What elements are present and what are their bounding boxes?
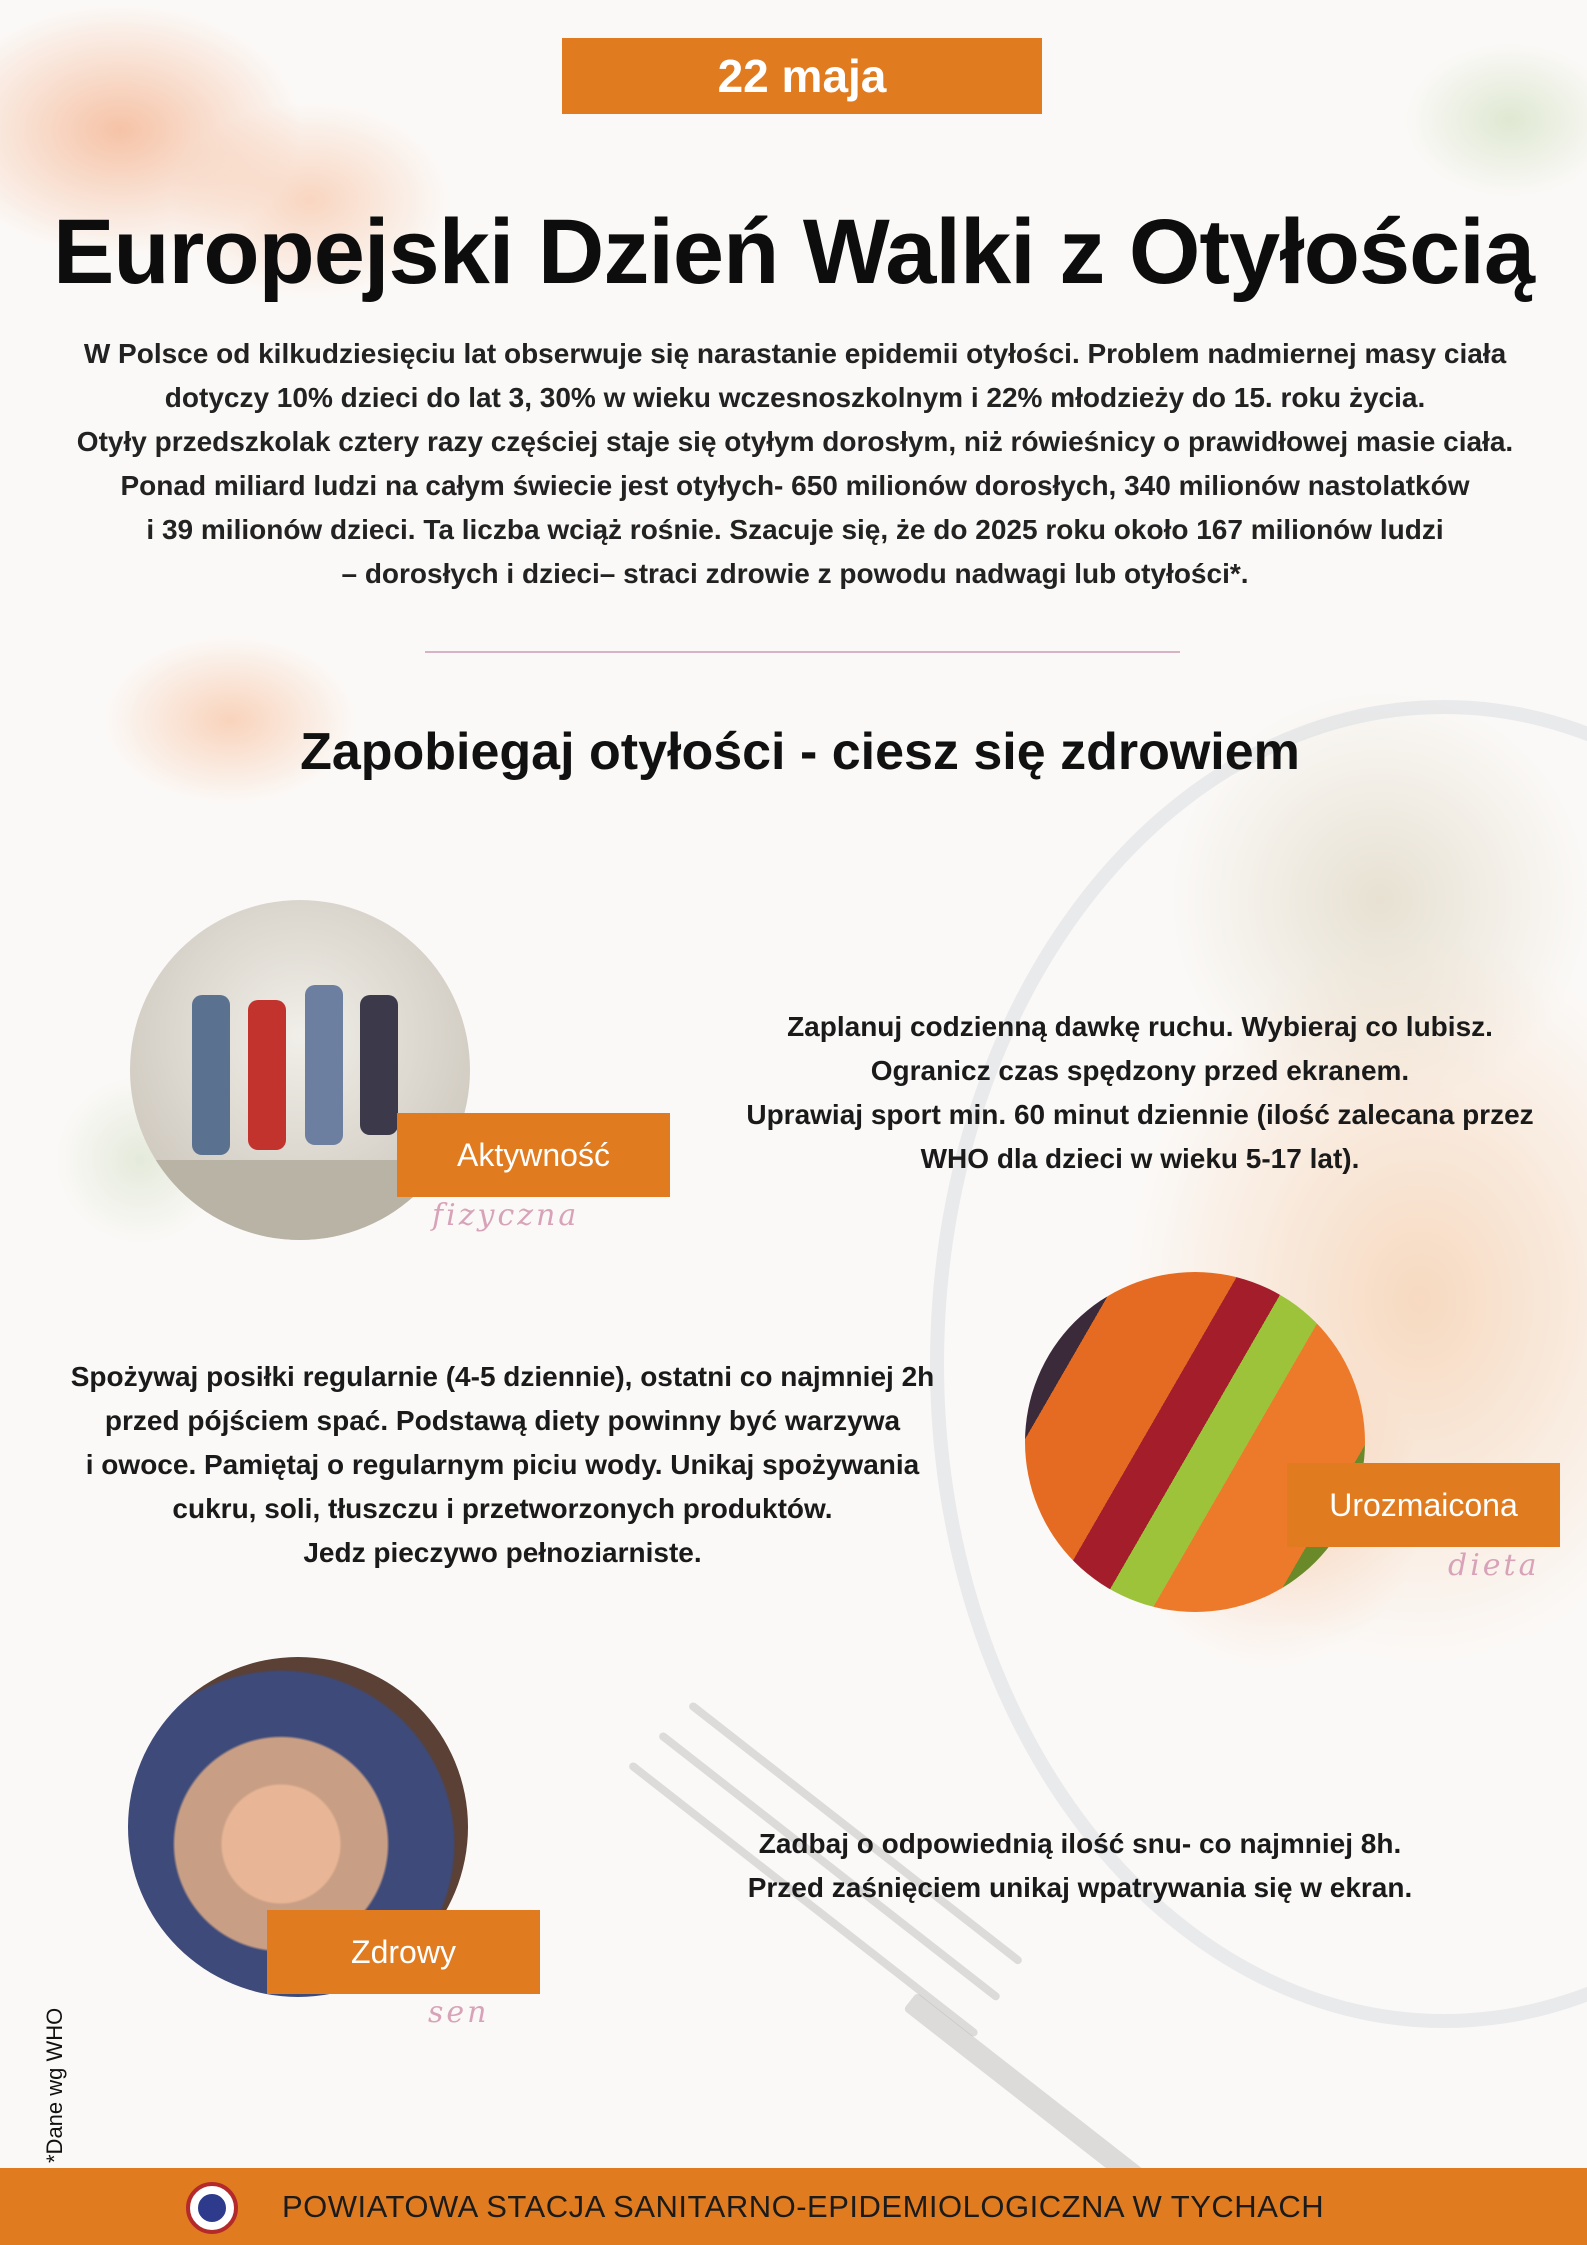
diet-label: Urozmaicona (1287, 1463, 1560, 1547)
activity-line: Zaplanuj codzienną dawkę ruchu. Wybieraj co lubisz. (787, 1011, 1493, 1042)
page-title: Europejski Dzień Walki z Otyłością (52, 201, 1535, 303)
diet-line: Jedz pieczywo pełnoziarniste. (303, 1537, 702, 1568)
sanepid-logo-icon (186, 2182, 238, 2234)
activity-label: Aktywność (397, 1113, 670, 1197)
diet-line: Spożywaj posiłki regularnie (4-5 dziennie), ostatni co najmniej 2h (70, 1361, 935, 1392)
intro-line: Ponad miliard ludzi na całym świecie jest otyłych- 650 milionów dorosłych, 340 milionów nastolatków (120, 470, 1470, 501)
activity-text (700, 1005, 1580, 1181)
vegetables-photo (1025, 1272, 1365, 1612)
divider (425, 651, 1180, 653)
diet-line: cukru, soli, tłuszczu i przetworzonych produktów. (172, 1493, 833, 1524)
diet-text (30, 1355, 975, 1575)
intro-line: i 39 milionów dzieci. Ta liczba wciąż rośnie. Szacuje się, że do 2025 roku około 167 milionów ludzi (146, 514, 1444, 545)
diet-script-label: dieta (1448, 1548, 1540, 1583)
intro-line: – dorosłych i dzieci– straci zdrowie z powodu nadwagi lub otyłości*. (341, 558, 1249, 589)
activity-line: WHO dla dzieci w wieku 5-17 lat). (920, 1143, 1360, 1174)
sleep-script-label: sen (428, 1995, 490, 2030)
sleep-line: Przed zaśnięciem unikaj wpatrywania się w ekran. (747, 1872, 1413, 1903)
intro-line: Otyły przedszkolak cztery razy częściej staje się otyłym dorosłym, niż rówieśnicy o prawidłowej masie ciała. (76, 426, 1514, 457)
diet-line: przed pójściem spać. Podstawą diety powinny być warzywa (104, 1405, 901, 1436)
activity-line: Ogranicz czas spędzony przed ekranem. (870, 1055, 1410, 1086)
date-badge: 22 maja (562, 38, 1042, 114)
sleep-text (700, 1822, 1460, 1910)
activity-line: Uprawiaj sport min. 60 minut dziennie (ilość zalecana przez (746, 1099, 1534, 1130)
activity-script-label: fizyczna (432, 1198, 580, 1233)
sleep-line: Zadbaj o odpowiednią ilość snu- co najmniej 8h. (758, 1828, 1402, 1859)
diet-line: i owoce. Pamiętaj o regularnym piciu wody. Unikaj spożywania (85, 1449, 920, 1480)
footer-bar (0, 2168, 1587, 2245)
footer-text: POWIATOWA STACJA SANITARNO-EPIDEMIOLOGICZNA W TYCHACH (282, 2189, 1325, 2224)
sleep-label: Zdrowy (267, 1910, 540, 1994)
section-subtitle: Zapobiegaj otyłości - ciesz się zdrowiem (300, 723, 1300, 781)
intro-line: dotyczy 10% dzieci do lat 3, 30% w wieku wczesnoszkolnym i 22% młodzieży do 15. roku życia. (164, 382, 1426, 413)
source-note: *Dane wg WHO (42, 2007, 67, 2163)
intro-paragraph (30, 332, 1560, 596)
intro-line: W Polsce od kilkudziesięciu lat obserwuje się narastanie epidemii otyłości. Problem nadmiernej masy ciała (83, 338, 1507, 369)
